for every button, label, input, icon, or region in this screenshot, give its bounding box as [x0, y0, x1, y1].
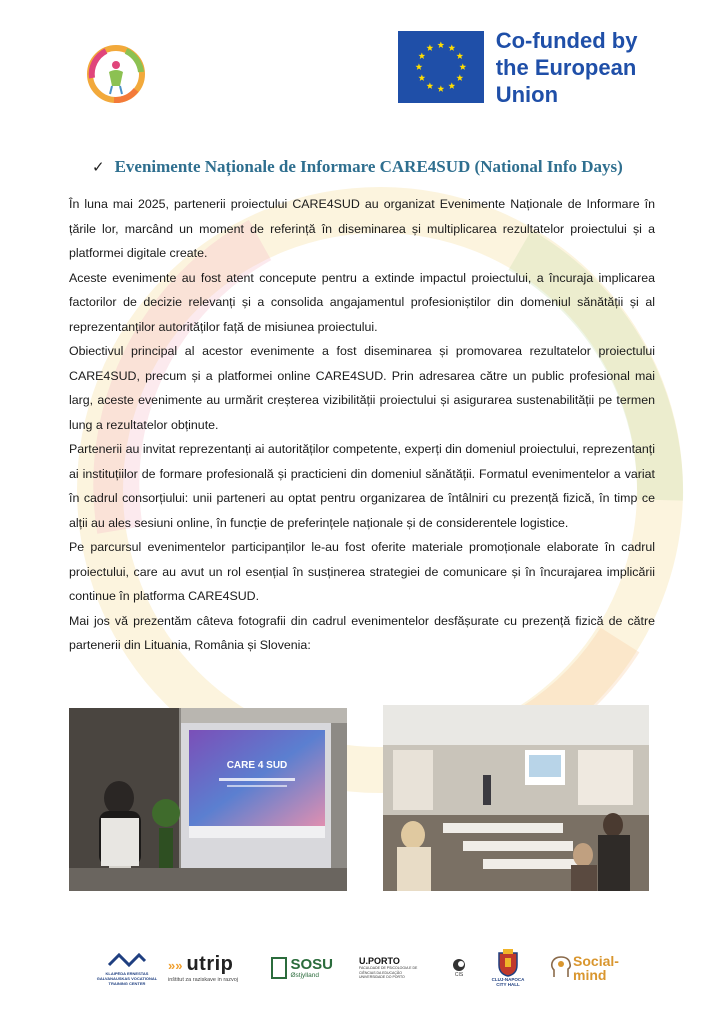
article-body	[69, 192, 655, 658]
sosu-wordmark: SOSU	[290, 956, 333, 973]
eu-cofunded-text	[496, 27, 704, 108]
eu-star-icon	[437, 85, 444, 91]
eu-star-icon	[448, 44, 455, 50]
eu-star-icon	[416, 63, 423, 69]
utrip-subtitle: inštitut za raziskave in razvoj	[168, 977, 238, 983]
paragraph-1: În luna mai 2025, partenerii proiectului CARE4SUD au organizat Evenimente Naționale de Informare în țările lor, marcând un moment de referință în diseminarea și multiplicarea rezultatelor proiectului și a platformei digitale create.	[69, 197, 655, 260]
eu-line-1: Co-funded by	[495, 27, 638, 53]
eu-star-icon	[456, 74, 463, 80]
eu-flag-icon	[398, 31, 484, 103]
partner-sosu-logo	[271, 943, 333, 993]
paragraph-6: Mai jos vă prezentăm câteva fotografii din cadrul evenimentelor desfășurate cu prezență fizică de către partenerii din Lituania, România și Slovenia:	[69, 613, 655, 652]
heading-title: Evenimente Naționale de Informare CARE4SUD (National Info Days)	[114, 157, 623, 176]
paragraph-5: Pe parcursul evenimentelor participanților le-au fost oferite materiale promoționale elaborate în cadrul proiectului, care au avut un rol esențial în susținerea strategiei de comunicare și în încurajarea implicării continue în platforma CARE4SUD.	[69, 540, 655, 603]
eu-star-icon	[426, 44, 433, 50]
eu-cofunded-logo	[398, 27, 704, 107]
utrip-arrows-icon: »»	[168, 958, 183, 973]
socialmind-head-icon	[549, 955, 573, 981]
partner-cluj-logo	[488, 943, 528, 993]
klaipeda-mark-icon	[107, 951, 147, 969]
eu-star-icon	[456, 52, 463, 58]
event-photo-conference-room	[383, 705, 649, 891]
paragraph-2: Aceste evenimente au fost atent concepute pentru a extinde impactul proiectului, a încuraja implicarea factorilor de decizie relevanți și a consolida angajamentul profesioniștilor din domeniul sănătății și al reprezentanților autorităților față de misiunea proiectului.	[69, 270, 655, 334]
eu-star-icon	[437, 41, 444, 47]
partner-utrip-logo	[168, 943, 260, 993]
porto-subtitle: FACULDADE DE PSICOLOGIA E DE CIÊNCIAS DA EDUCAÇÃO UNIVERSIDADE DO PORTO	[359, 966, 418, 980]
partner-logos	[96, 943, 636, 993]
cis-mark-icon	[452, 958, 466, 972]
socialmind-word-1: Social-	[573, 953, 619, 969]
sosu-mark-icon	[271, 957, 287, 979]
eu-star-icon	[418, 74, 425, 80]
care4sud-logo	[84, 42, 148, 106]
section-heading	[92, 157, 652, 177]
eu-line-2: the European Union	[495, 54, 637, 107]
slide-title: CARE 4 SUD	[226, 760, 288, 771]
utrip-wordmark: utrip	[186, 953, 234, 975]
eu-star-icon	[459, 63, 466, 69]
event-photo-presentation	[69, 708, 347, 891]
socialmind-word-2: mind	[573, 967, 607, 983]
porto-wordmark: U.PORTO	[359, 956, 400, 967]
paragraph-4: Partenerii au invitat reprezentanți ai autorităților competente, experți din domeniul proiectului, reprezentanți ai instituțiilor de formare profesională și practicieni din domeniul sănătății. Formatul evenimentelor a variat în cadrul consorțiului: unii parteneri au optat pentru organizarea de întâlniri cu prezență fizică, în timp ce alții au ales sesiuni online, în funcție de preferințele naționale și de considerentele logistice.	[69, 442, 655, 530]
partner-porto-logo	[359, 943, 425, 993]
checkmark-icon: ✓	[92, 158, 105, 176]
eu-star-icon	[418, 52, 425, 58]
cluj-label: CLUJ-NAPOCA CITY HALL	[491, 976, 525, 987]
paragraph-3: Obiectivul principal al acestor evenimente a fost diseminarea și promovarea rezultatelor proiectului CARE4SUD, precum și a platformei online CARE4SUD. Prin adresarea către un public profesional mai larg, aceste evenimente au urmărit creșterea vizibilității proiectului și asigurarea sustenabilității pe termen lung a rezultatelor obținute.	[69, 344, 655, 432]
eu-star-icon	[448, 82, 455, 88]
klaipeda-label: KLAIPĖDA ERNESTAS GALVANAUSKAS VOCATIONAL TRAINING CENTER	[96, 970, 158, 986]
cis-wordmark: CIS	[454, 972, 464, 978]
partner-klaipeda-logo	[96, 943, 158, 993]
sosu-subtitle: Østjylland	[290, 972, 320, 979]
eu-star-icon	[426, 82, 433, 88]
partner-cis-logo	[448, 943, 470, 993]
cluj-crest-icon	[497, 949, 519, 977]
partner-socialmind-logo	[544, 943, 624, 993]
